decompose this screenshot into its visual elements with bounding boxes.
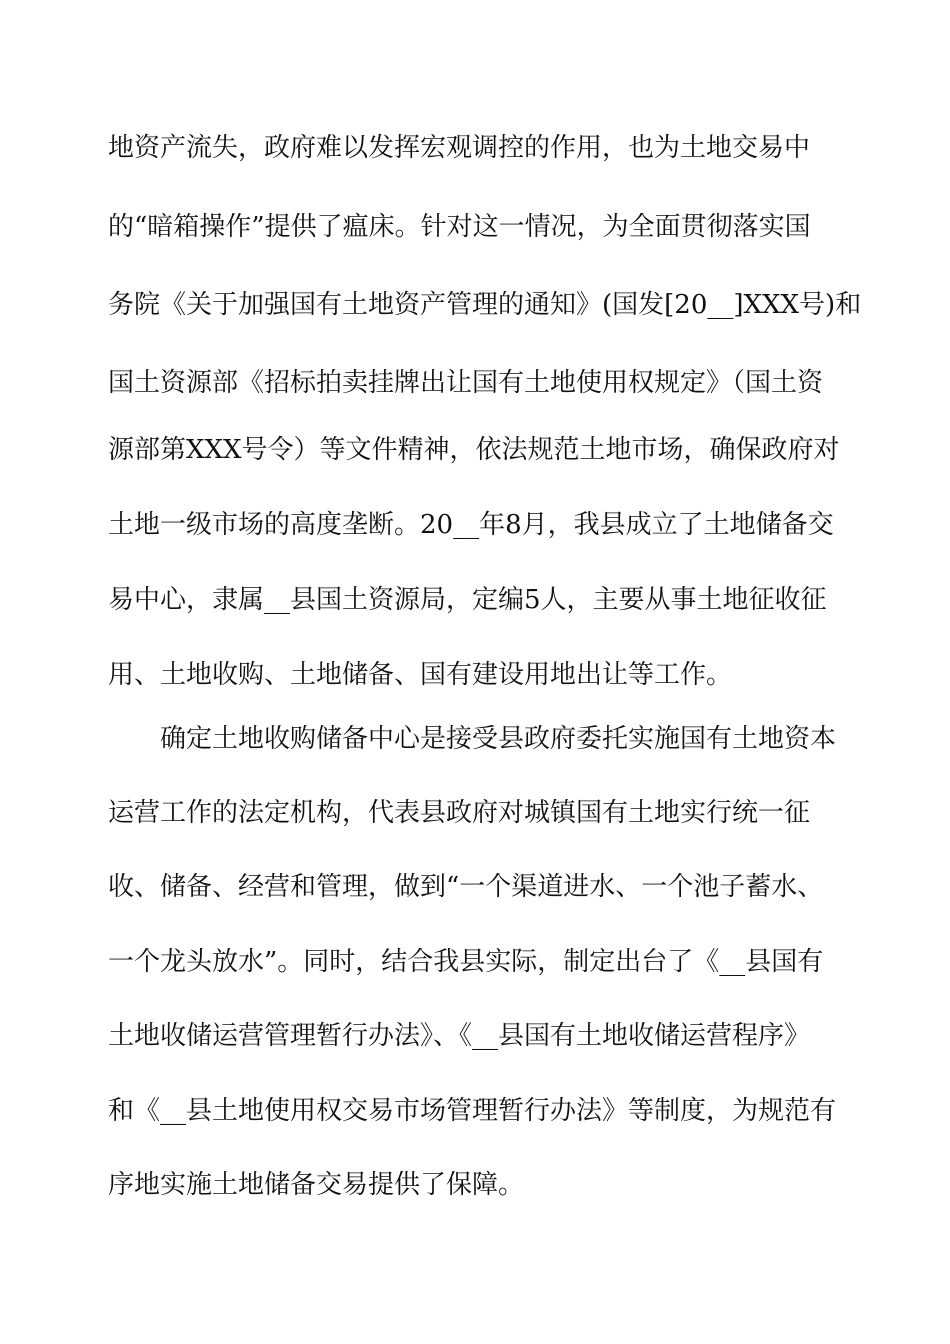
text-line: 土地一级市场的高度垄断。20__年8月，我县成立了土地储备交	[108, 510, 834, 540]
text-line: 用、土地收购、土地储备、国有建设用地出让等工作。	[108, 660, 733, 690]
text-line: 一个龙头放水”。同时，结合我县实际，制定出台了《__县国有	[108, 947, 824, 977]
text-line: 源部第XXX号令）等文件精神，依法规范土地市场，确保政府对	[108, 435, 840, 465]
text-line: 易中心，隶属__县国土资源局，定编5人，主要从事土地征收征	[108, 585, 827, 615]
text-line: 土地收储运营管理暂行办法》、《__县国有土地收储运营程序》	[108, 1021, 811, 1051]
paragraph-first-line: 确定土地收购储备中心是接受县政府委托实施国有土地资本	[160, 724, 837, 754]
text-line: 运营工作的法定机构，代表县政府对城镇国有土地实行统一征	[108, 798, 811, 828]
text-line: 的“暗箱操作”提供了瘟床。针对这一情况，为全面贯彻落实国	[108, 212, 811, 242]
text-line: 地资产流失，政府难以发挥宏观调控的作用，也为土地交易中	[108, 133, 811, 163]
text-line: 收、储备、经营和管理，做到“一个渠道进水、一个池子蓄水、	[108, 872, 824, 902]
text-line: 国土资源部《招标拍卖挂牌出让国有土地使用权规定》（国土资	[108, 368, 824, 398]
text-line: 和《__县土地使用权交易市场管理暂行办法》等制度，为规范有	[108, 1096, 837, 1126]
text-line: 序地实施土地储备交易提供了保障。	[108, 1170, 525, 1200]
text-line: 务院《关于加强国有土地资产管理的通知》(国发[20__]XXX号)和	[108, 290, 862, 320]
